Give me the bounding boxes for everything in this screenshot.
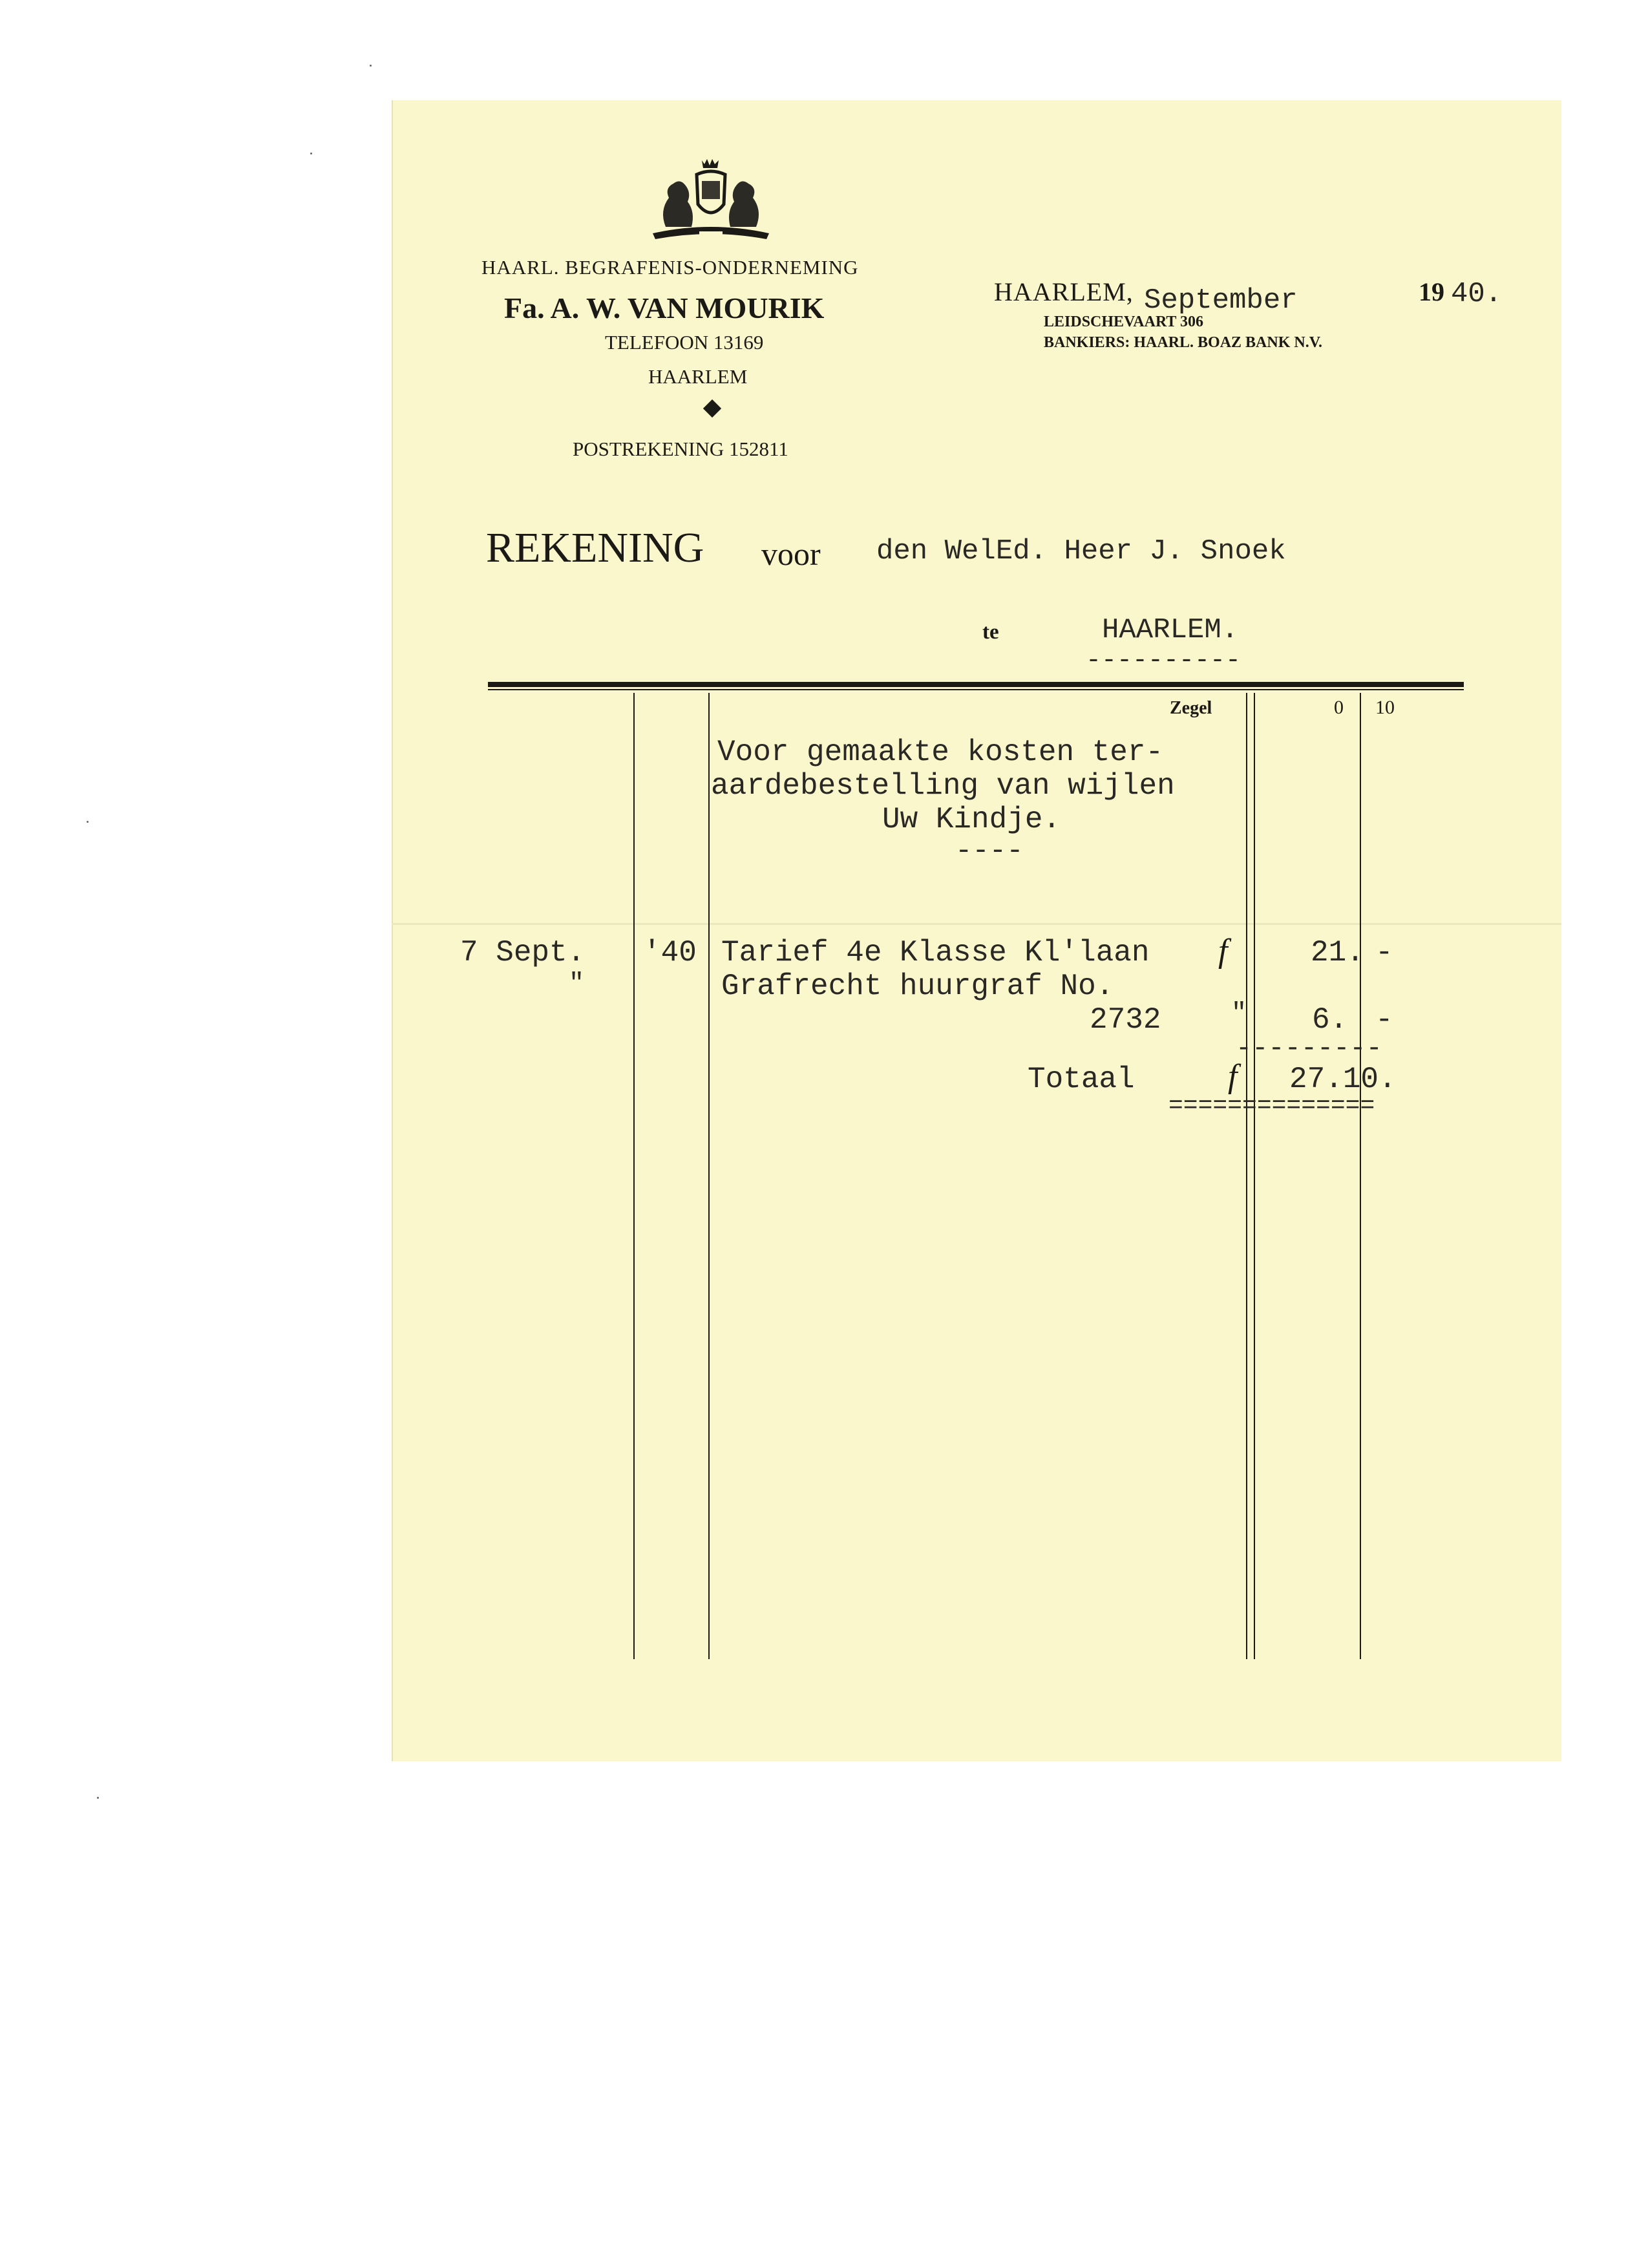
postal-account: POSTREKENING 152811 (573, 438, 788, 460)
total-double-underline: ============== (1168, 1092, 1375, 1120)
bankers: BANKIERS: HAARL. BOAZ BANK N.V. (1044, 334, 1322, 351)
column-divider-year (708, 693, 710, 1659)
invoice-title: REKENING (486, 524, 704, 571)
coat-of-arms-logo (640, 159, 782, 243)
row-1-description: Tarief 4e Klasse Kl'laan (721, 936, 1150, 970)
column-divider-cents (1360, 693, 1361, 1659)
row-1-date: 7 Sept. (460, 936, 586, 970)
column-divider-date (633, 693, 635, 1659)
row-2-description: Grafrecht huurgraf No. (721, 970, 1114, 1003)
row-2-amount: 6. (1312, 1003, 1348, 1037)
recipient-city: HAARLEM. (1102, 614, 1239, 646)
column-header-0: 0 (1334, 697, 1344, 718)
typed-month: September (1144, 284, 1298, 317)
total-currency: f (1228, 1058, 1238, 1095)
for-label: voor (761, 536, 821, 572)
column-divider-amount-left-inner (1254, 693, 1255, 1659)
total-amount: 27.10. (1289, 1063, 1397, 1096)
row-1-amount: 21. (1311, 936, 1364, 970)
typed-year: 40. (1451, 278, 1503, 310)
te-label: te (982, 620, 999, 644)
row-2-date-ditto: " (569, 970, 585, 999)
description-dashes: ---- (955, 835, 1024, 867)
row-2-currency-ditto: " (1231, 999, 1247, 1028)
description-line-2: aardebestelling van wijlen (711, 769, 1175, 803)
address: LEIDSCHEVAART 306 (1044, 313, 1204, 330)
scan-speck (310, 153, 312, 154)
row-1-currency: f (1218, 933, 1228, 970)
column-header-10: 10 (1375, 697, 1395, 718)
description-line-1: Voor gemaakte kosten ter- (717, 736, 1164, 769)
company-line: HAARL. BEGRAFENIS-ONDERNEMING (481, 256, 859, 279)
recipient: den WelEd. Heer J. Snoek (876, 535, 1286, 567)
scan-speck (370, 65, 372, 67)
invoice-paper (392, 100, 1561, 1761)
company-city: HAARLEM (648, 365, 748, 388)
zegel-label: Zegel (1170, 698, 1212, 718)
scan-speck (87, 821, 89, 823)
paper-fold (392, 923, 1561, 925)
row-2-grave-number: 2732 (1090, 1003, 1161, 1037)
subtotal-dashes: --------- (1236, 1033, 1382, 1064)
company-name: Fa. A. W. VAN MOURIK (504, 291, 825, 324)
row-2-cents: - (1375, 1003, 1393, 1037)
telephone: TELEFOON 13169 (605, 331, 764, 354)
column-divider-amount-left (1246, 693, 1247, 1659)
scan-speck (97, 1797, 99, 1799)
description-line-3: Uw Kindje. (882, 803, 1061, 836)
city-underline-dashes: ---------- (1086, 646, 1241, 675)
table-top-rule (488, 682, 1464, 687)
printed-year-prefix: 19 (1419, 277, 1444, 306)
row-1-cents: - (1375, 936, 1393, 970)
printed-place: HAARLEM, (994, 277, 1134, 306)
total-label: Totaal (1028, 1063, 1135, 1096)
table-top-thin-rule (488, 689, 1464, 690)
row-1-year: '40 (643, 936, 697, 970)
